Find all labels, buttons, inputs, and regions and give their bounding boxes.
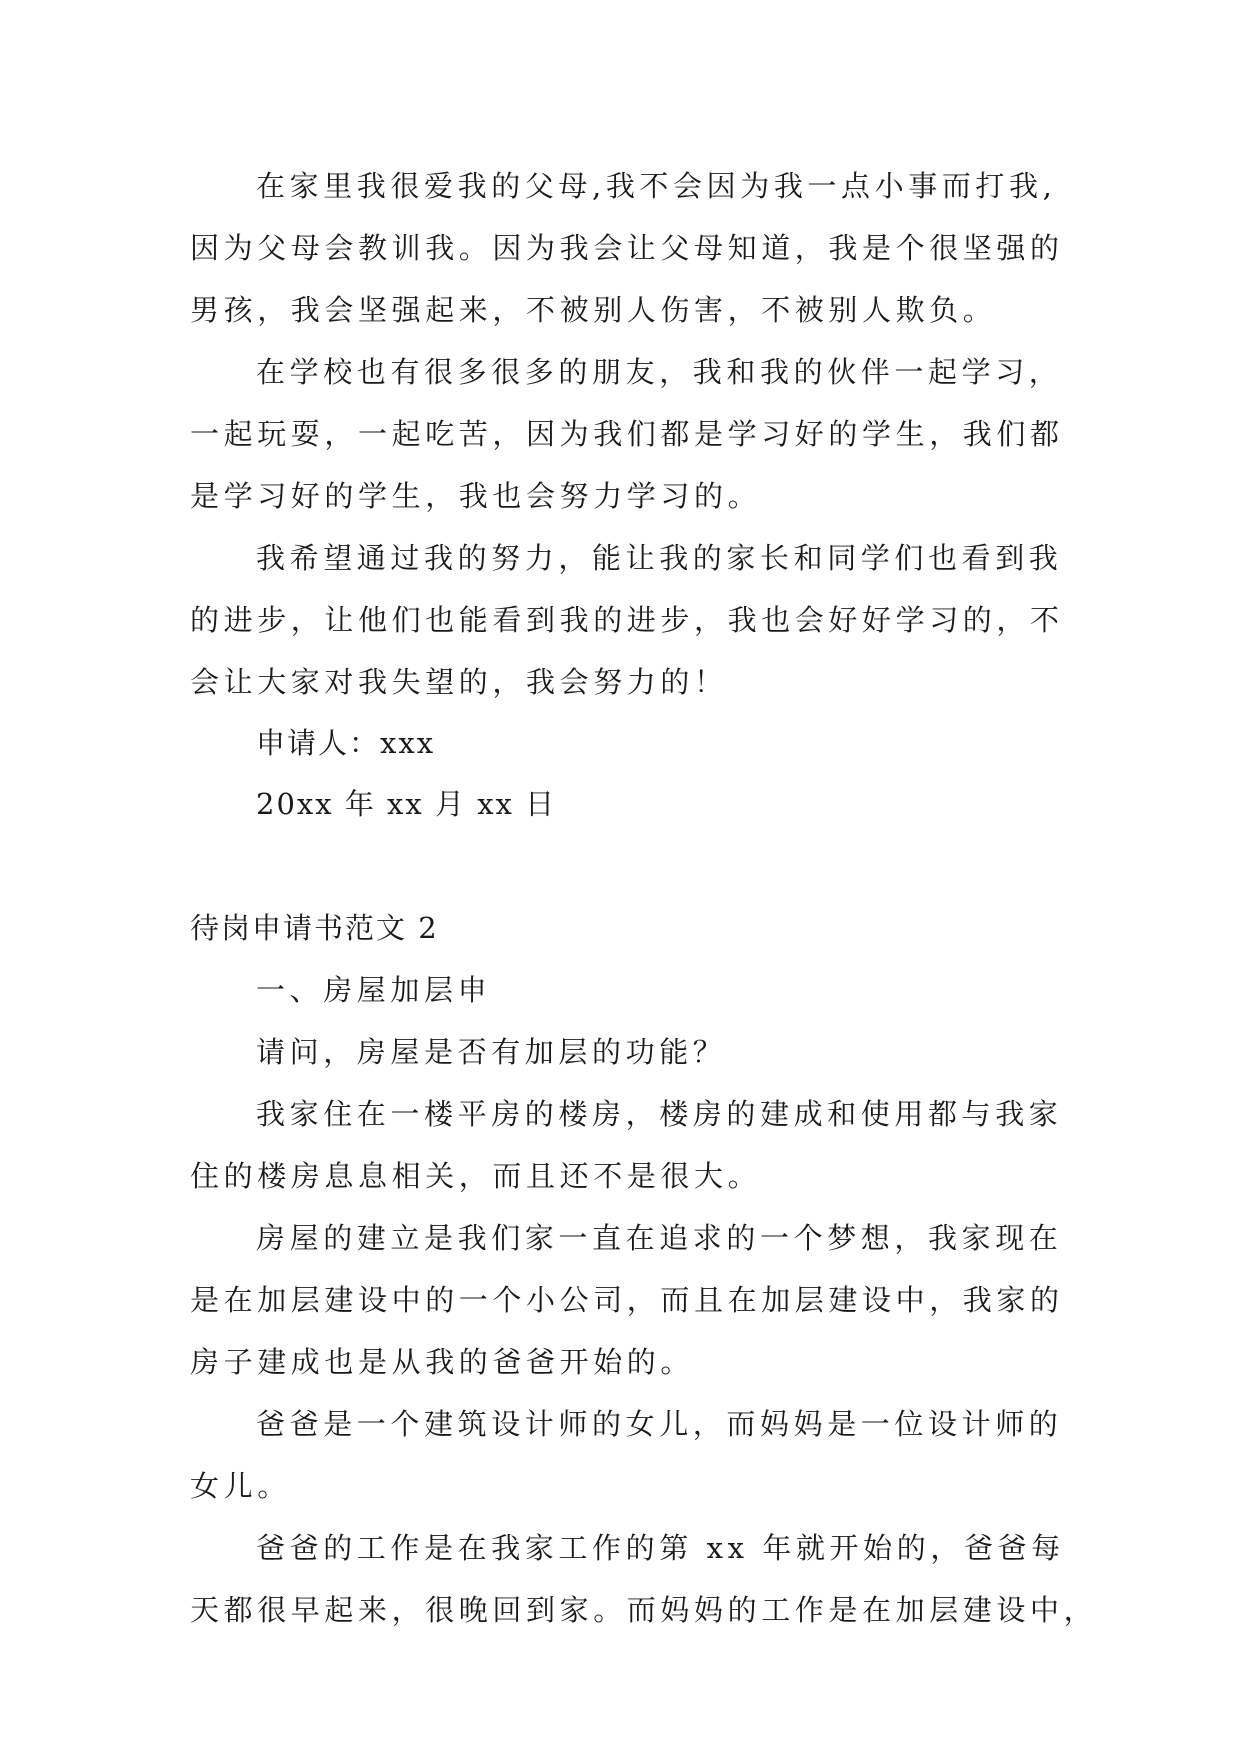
date-line: 20xx 年 xx 月 xx 日 (256, 787, 557, 821)
paragraph-line: 女儿。 (190, 1469, 291, 1503)
paragraph-line: 爸爸是一个建筑设计师的女儿，而妈妈是一位设计师的 (256, 1407, 1063, 1441)
signature-line: 申请人：xxx (256, 726, 436, 760)
paragraph-line: 住的楼房息息相关，而且还不是很大。 (190, 1159, 762, 1193)
section-title: 待岗申请书范文 2 (190, 911, 439, 945)
paragraph-line: 一起玩耍，一起吃苦，因为我们都是学习好的学生，我们都 (190, 417, 1064, 451)
paragraph-line: 请问，房屋是否有加层的功能？ (256, 1035, 727, 1069)
paragraph-line: 我希望通过我的努力，能让我的家长和同学们也看到我 (256, 541, 1063, 575)
paragraph-line: 在学校也有很多很多的朋友，我和我的伙伴一起学习， (256, 355, 1063, 389)
section-heading: 一、房屋加层申 (256, 973, 492, 1007)
paragraph-line: 我家住在一楼平房的楼房，楼房的建成和使用都与我家 (256, 1097, 1063, 1131)
paragraph-line: 在家里我很爱我的父母,我不会因为我一点小事而打我, (256, 169, 1057, 203)
paragraph-line: 房屋的建立是我们家一直在追求的一个梦想，我家现在 (256, 1221, 1063, 1255)
paragraph-line: 会让大家对我失望的，我会努力的！ (190, 665, 728, 699)
paragraph-line: 天都很早起来，很晚回到家。而妈妈的工作是在加层建设中， (190, 1593, 1098, 1627)
paragraph-line: 是学习好的学生，我也会努力学习的。 (190, 479, 762, 513)
paragraph-line: 因为父母会教训我。因为我会让父母知道，我是个很坚强的 (190, 231, 1064, 265)
paragraph-line: 房子建成也是从我的爸爸开始的。 (190, 1345, 695, 1379)
paragraph-line: 的进步，让他们也能看到我的进步，我也会好好学习的，不 (190, 603, 1064, 637)
paragraph-line: 是在加层建设中的一个小公司，而且在加层建设中，我家的 (190, 1283, 1064, 1317)
paragraph-line: 男孩，我会坚强起来，不被别人伤害，不被别人欺负。 (190, 293, 997, 327)
paragraph-line: 爸爸的工作是在我家工作的第 xx 年就开始的，爸爸每 (256, 1531, 1065, 1565)
